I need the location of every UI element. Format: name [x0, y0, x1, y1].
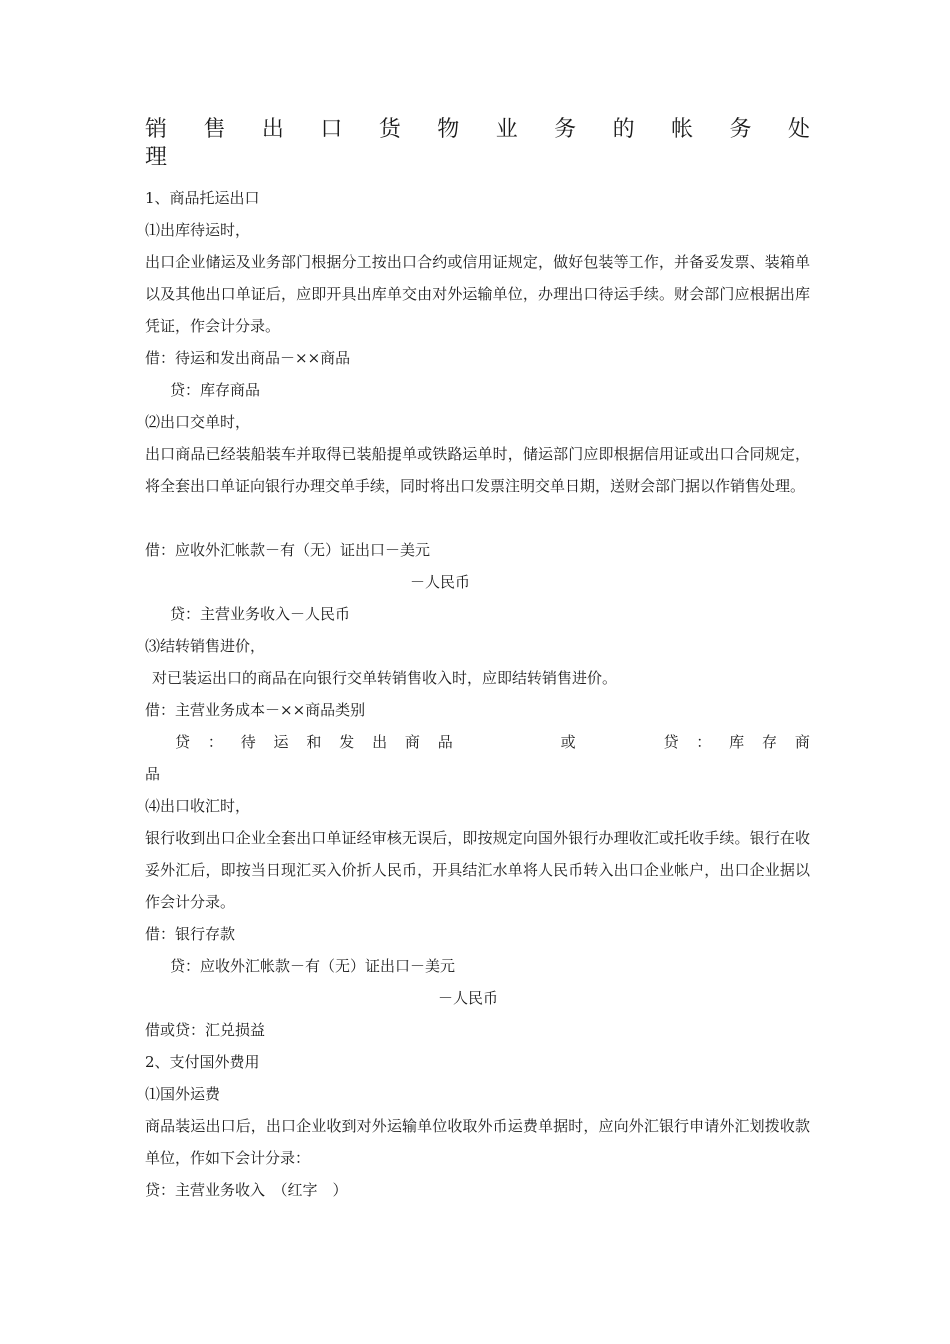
subsection-2-credit-entry: 贷：主营业务收入－人民币: [170, 605, 351, 623]
section-2-heading: 2、支付国外费用: [145, 1053, 260, 1071]
subsection-1-paragraph: 出口企业储运及业务部门根据分工按出口合约或信用证规定，做好包装等工作，并备妥发票、装箱单以及其他出口单证后，应即开具出库单交由对外运输单位，办理出口待运手续。财会部门应根据出库凭证，作会计分录。: [145, 253, 810, 335]
credit-char: 出: [372, 733, 388, 751]
title-char: 售: [203, 117, 226, 142]
title-char: 务: [729, 117, 752, 142]
title-char: 出: [261, 117, 284, 142]
subsection-2-debit-subentry: －人民币: [410, 573, 471, 591]
subsection-3-credit-entry-tail: 品: [145, 765, 161, 783]
credit-char: ：: [207, 733, 223, 751]
subsection-2-debit-entry: 借：应收外汇帐款－有（无）证出口－美元: [145, 541, 431, 559]
section-2-subsection-1-credit-entry: 贷：主营业务收入 （红字 ）: [145, 1181, 348, 1199]
title-char: 物: [437, 117, 460, 142]
credit-char: 品: [437, 733, 453, 751]
credit-char: 库: [729, 733, 745, 751]
section-2-subsection-1-paragraph: 商品装运出口后，出口企业收到对外运输单位收取外币运费单据时，应向外汇银行申请外汇划拨收款单位，作如下会计分录：: [145, 1117, 810, 1167]
credit-char: 运: [273, 733, 289, 751]
credit-char: 贷: [663, 733, 679, 751]
document-title: [145, 116, 810, 172]
credit-char: 和: [306, 733, 322, 751]
subsection-3-credit-entry: [175, 732, 810, 752]
title-line-1: [145, 116, 810, 144]
credit-char: ：: [696, 733, 712, 751]
credit-char: 待: [240, 733, 256, 751]
subsection-3-heading: ⑶结转销售进价，: [145, 637, 266, 655]
title-line-2: 理: [145, 145, 168, 170]
section-1-heading: 1、商品托运出口: [145, 189, 260, 207]
credit-char: 贷: [175, 733, 191, 751]
title-char: 货: [378, 117, 401, 142]
title-char: 处: [787, 117, 810, 142]
credit-char: 发: [339, 733, 355, 751]
subsection-3-paragraph: 对已装运出口的商品在向银行交单转销售收入时，应即结转销售进价。: [152, 669, 618, 687]
credit-char: 或: [560, 733, 576, 751]
subsection-2-paragraph: 出口商品已经装船装车并取得已装船提单或铁路运单时，储运部门应即根据信用证或出口合同规定，将全套出口单证向银行办理交单手续，同时将出口发票注明交单日期，送财会部门据以作销售处理。: [145, 445, 810, 495]
section-2-subsection-1-heading: ⑴国外运费: [145, 1085, 221, 1103]
subsection-3-debit-entry: 借：主营业务成本－××商品类别: [145, 701, 366, 719]
title-char: 口: [320, 117, 343, 142]
title-char: 务: [554, 117, 577, 142]
subsection-2-heading: ⑵出口交单时，: [145, 413, 251, 431]
subsection-4-credit-subentry: －人民币: [438, 989, 499, 1007]
credit-char: 存: [761, 733, 777, 751]
title-char: 帐: [671, 117, 694, 142]
subsection-4-paragraph: 银行收到出口企业全套出口单证经审核无误后，即按规定向国外银行办理收汇或托收手续。银行在收妥外汇后，即按当日现汇买入价折人民币，开具结汇水单将人民币转入出口企业帐户，出口企业据以作会计分录。: [145, 829, 810, 911]
subsection-1-debit-entry: 借：待运和发出商品－××商品: [145, 349, 351, 367]
subsection-4-debit-entry: 借：银行存款: [145, 925, 236, 943]
title-char: 销: [145, 117, 168, 142]
subsection-1-credit-entry: 贷：库存商品: [170, 381, 261, 399]
subsection-4-either-entry: 借或贷：汇兑损益: [145, 1021, 266, 1039]
credit-char: 商: [794, 733, 810, 751]
credit-char: 商: [404, 733, 420, 751]
subsection-4-heading: ⑷出口收汇时，: [145, 797, 251, 815]
title-char: 的: [612, 117, 635, 142]
subsection-1-heading: ⑴出库待运时，: [145, 221, 251, 239]
title-char: 业: [495, 117, 518, 142]
subsection-4-credit-entry: 贷：应收外汇帐款－有（无）证出口－美元: [170, 957, 456, 975]
